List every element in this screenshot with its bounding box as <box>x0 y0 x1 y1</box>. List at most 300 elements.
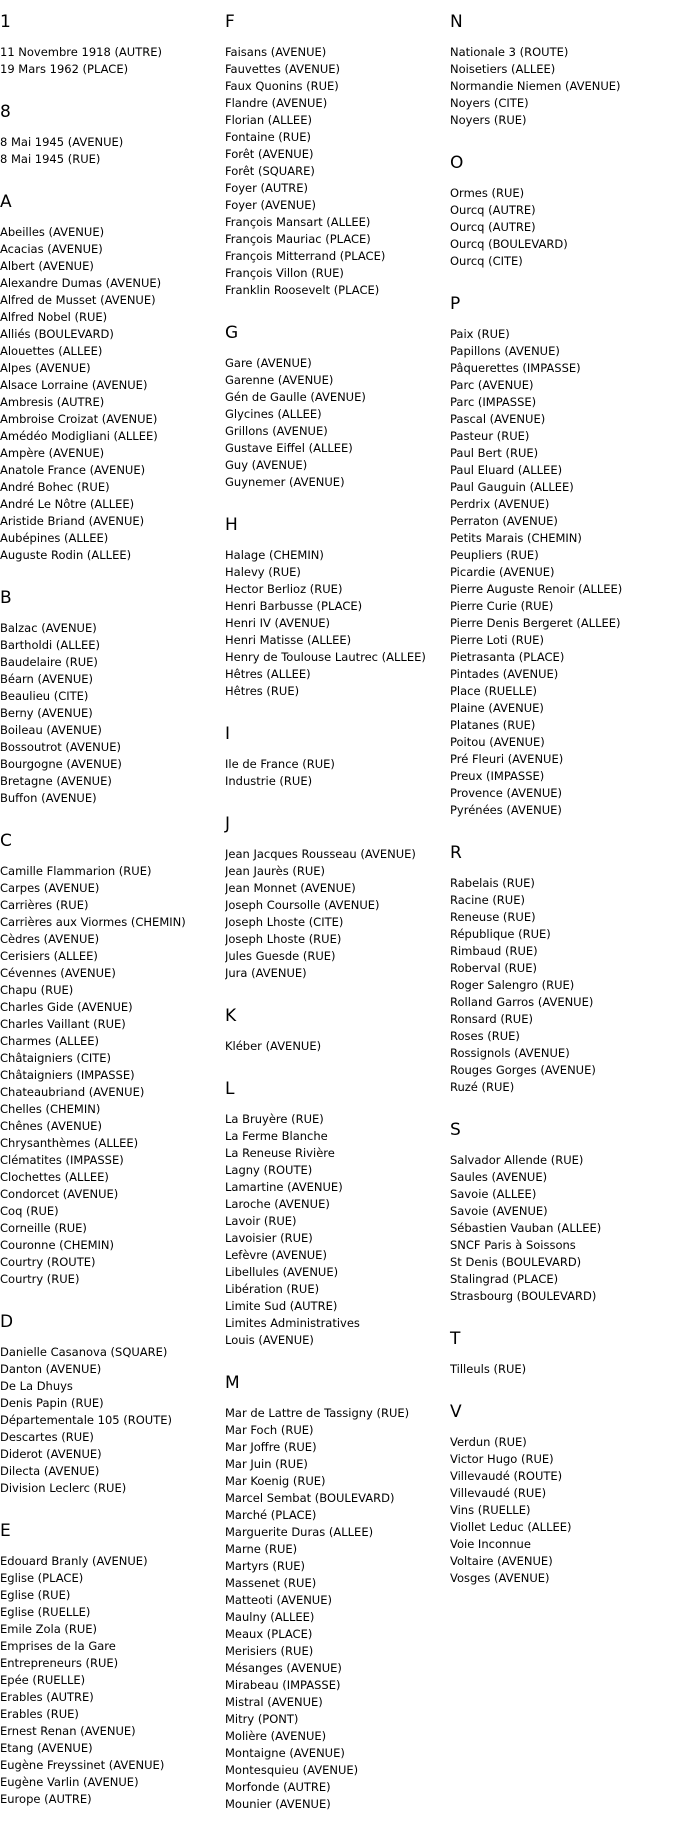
section-spacer <box>450 1587 675 1599</box>
street-list <box>0 1344 225 1497</box>
street-entry: Foyer (AVENUE) <box>225 198 317 212</box>
street-entry: Courtry (RUE) <box>0 1272 80 1286</box>
street-entry: Montesquieu (AVENUE) <box>225 1763 359 1777</box>
street-entry: Merisiers (RUE) <box>225 1644 314 1658</box>
street-entry: Ormes (RUE) <box>450 186 525 200</box>
street-entry: Ambroise Croizat (AVENUE) <box>0 412 158 426</box>
section-letter-heading: O <box>450 153 464 173</box>
street-entry: Ruzé (RUE) <box>450 1080 515 1094</box>
street-entry: François Mansart (ALLEE) <box>225 215 371 229</box>
street-entry: Place (RUELLE) <box>450 684 537 698</box>
section-spacer <box>225 1813 450 1825</box>
letter-section <box>0 192 225 576</box>
street-entry: Eglise (RUELLE) <box>0 1605 91 1619</box>
street-entry: Libellules (AVENUE) <box>225 1265 339 1279</box>
street-entry: Villevaudé (RUE) <box>450 1486 547 1500</box>
letter-section <box>225 12 450 311</box>
street-entry: Pintades (AVENUE) <box>450 667 559 681</box>
section-spacer <box>450 819 675 831</box>
street-list <box>0 134 225 168</box>
street-list <box>225 44 450 299</box>
street-entry: Eugène Varlin (AVENUE) <box>0 1775 139 1789</box>
street-entry: Parc (AVENUE) <box>450 378 534 392</box>
street-entry: Jean Jacques Rousseau (AVENUE) <box>225 847 416 861</box>
street-entry: Marguerite Duras (ALLEE) <box>225 1525 374 1539</box>
street-entry: François Mitterrand (PLACE) <box>225 249 386 263</box>
street-entry: Alsace Lorraine (AVENUE) <box>0 378 148 392</box>
street-entry: Descartes (RUE) <box>0 1430 94 1444</box>
street-entry: Aubépines (ALLEE) <box>0 531 109 545</box>
street-entry: Epée (RUELLE) <box>0 1673 86 1687</box>
street-entry: Marne (RUE) <box>225 1542 298 1556</box>
street-entry: Kléber (AVENUE) <box>225 1039 322 1053</box>
street-entry: Amédéo Modigliani (ALLEE) <box>0 429 158 443</box>
section-letter-heading: S <box>450 1120 461 1140</box>
street-entry: Albert (AVENUE) <box>0 259 94 273</box>
letter-section <box>0 102 225 180</box>
street-entry: Martyrs (RUE) <box>225 1559 306 1573</box>
street-entry: Clématites (IMPASSE) <box>0 1153 124 1167</box>
street-entry: Victor Hugo (RUE) <box>450 1452 554 1466</box>
street-entry: Henri IV (AVENUE) <box>225 616 331 630</box>
street-entry: Dilecta (AVENUE) <box>0 1464 100 1478</box>
street-entry: Salvador Allende (RUE) <box>450 1153 584 1167</box>
street-entry: Chateaubriand (AVENUE) <box>0 1085 145 1099</box>
street-entry: Industrie (RUE) <box>225 774 313 788</box>
street-entry: Edouard Branly (AVENUE) <box>0 1554 148 1568</box>
street-entry: Rolland Garros (AVENUE) <box>450 995 594 1009</box>
street-entry: Noyers (CITE) <box>450 96 529 110</box>
street-entry: St Denis (BOULEVARD) <box>450 1255 582 1269</box>
street-entry: Voie Inconnue <box>450 1537 531 1551</box>
street-list <box>225 547 450 700</box>
street-entry: De La Dhuys <box>0 1379 73 1393</box>
letter-section <box>0 1312 225 1509</box>
street-entry: Charles Gide (AVENUE) <box>0 1000 133 1014</box>
street-entry: Ambresis (AUTRE) <box>0 395 105 409</box>
street-entry: Savoie (ALLEE) <box>450 1187 537 1201</box>
letter-section <box>0 1521 225 1820</box>
street-entry: Aristide Briand (AVENUE) <box>0 514 145 528</box>
street-entry: Rossignols (AVENUE) <box>450 1046 570 1060</box>
section-letter-heading: 8 <box>0 102 11 122</box>
street-entry: Noyers (RUE) <box>450 113 527 127</box>
letter-section <box>450 153 675 282</box>
street-entry: Départementale 105 (ROUTE) <box>0 1413 172 1427</box>
letter-section <box>450 12 675 141</box>
street-entry: Henri Matisse (ALLEE) <box>225 633 352 647</box>
section-spacer <box>0 1808 225 1820</box>
street-list <box>0 863 225 1288</box>
street-entry: Pierre Auguste Renoir (ALLEE) <box>450 582 623 596</box>
street-entry: Lamartine (AVENUE) <box>225 1180 343 1194</box>
street-entry: La Reneuse Rivière <box>225 1146 335 1160</box>
street-entry: Joseph Lhoste (RUE) <box>225 932 342 946</box>
section-spacer <box>0 807 225 819</box>
section-letter-heading: K <box>225 1006 237 1026</box>
street-entry: Alliés (BOULEVARD) <box>0 327 114 341</box>
street-entry: Eugène Freyssinet (AVENUE) <box>0 1758 165 1772</box>
section-letter-heading: T <box>450 1329 461 1349</box>
street-entry: Ile de France (RUE) <box>225 757 335 771</box>
street-entry: Peupliers (RUE) <box>450 548 539 562</box>
section-spacer <box>225 491 450 503</box>
street-entry: Bretagne (AVENUE) <box>0 774 112 788</box>
street-entry: Jean Monnet (AVENUE) <box>225 881 356 895</box>
street-entry: Eglise (RUE) <box>0 1588 71 1602</box>
street-entry: Marcel Sembat (BOULEVARD) <box>225 1491 395 1505</box>
street-entry: Cèdres (AVENUE) <box>0 932 100 946</box>
letter-section <box>225 814 450 994</box>
street-entry: Pierre Curie (RUE) <box>450 599 554 613</box>
section-spacer <box>225 700 450 712</box>
street-entry: Foyer (AUTRE) <box>225 181 309 195</box>
street-entry: Pascal (AVENUE) <box>450 412 546 426</box>
street-entry: Sébastien Vauban (ALLEE) <box>450 1221 602 1235</box>
letter-section <box>225 515 450 712</box>
street-entry: Mar de Lattre de Tassigny (RUE) <box>225 1406 410 1420</box>
street-entry: Jean Jaurès (RUE) <box>225 864 326 878</box>
street-entry: Mitry (PONT) <box>225 1712 299 1726</box>
street-entry: Faux Quonins (RUE) <box>225 79 339 93</box>
street-list <box>450 875 675 1096</box>
section-spacer <box>225 790 450 802</box>
street-entry: Paul Eluard (ALLEE) <box>450 463 563 477</box>
street-entry: 19 Mars 1962 (PLACE) <box>0 62 129 76</box>
street-entry: La Bruyère (RUE) <box>225 1112 324 1126</box>
street-list <box>450 185 675 270</box>
street-entry: Meaux (PLACE) <box>225 1627 313 1641</box>
section-letter-heading: M <box>225 1373 240 1393</box>
street-entry: Fauvettes (AVENUE) <box>225 62 341 76</box>
street-entry: Joseph Lhoste (CITE) <box>225 915 344 929</box>
street-list <box>450 1361 675 1378</box>
street-entry: Couronne (CHEMIN) <box>0 1238 115 1252</box>
street-entry: Papillons (AVENUE) <box>450 344 560 358</box>
street-list <box>450 44 675 129</box>
street-entry: Erables (RUE) <box>0 1707 79 1721</box>
street-entry: Alfred de Musset (AVENUE) <box>0 293 156 307</box>
street-entry: Baudelaire (RUE) <box>0 655 98 669</box>
street-entry: Viollet Leduc (ALLEE) <box>450 1520 572 1534</box>
street-entry: Auguste Rodin (ALLEE) <box>0 548 132 562</box>
street-entry: Paul Gauguin (ALLEE) <box>450 480 574 494</box>
street-entry: Marché (PLACE) <box>225 1508 317 1522</box>
street-entry: Guy (AVENUE) <box>225 458 308 472</box>
street-entry: Mar Koenig (RUE) <box>225 1474 326 1488</box>
section-spacer <box>225 1349 450 1361</box>
street-entry: Chênes (AVENUE) <box>0 1119 102 1133</box>
street-entry: Roger Salengro (RUE) <box>450 978 575 992</box>
street-entry: Flandre (AVENUE) <box>225 96 328 110</box>
street-entry: Béarn (AVENUE) <box>0 672 94 686</box>
street-entry: Garenne (AVENUE) <box>225 373 334 387</box>
street-entry: Platanes (RUE) <box>450 718 536 732</box>
section-letter-heading: E <box>0 1521 11 1541</box>
street-entry: Courtry (ROUTE) <box>0 1255 96 1269</box>
letter-section <box>450 1329 675 1390</box>
street-list <box>450 1152 675 1305</box>
section-letter-heading: F <box>225 12 235 32</box>
street-entry: Ourcq (AUTRE) <box>450 220 536 234</box>
street-entry: Savoie (AVENUE) <box>450 1204 548 1218</box>
street-entry: Châtaigniers (CITE) <box>0 1051 112 1065</box>
street-entry: 8 Mai 1945 (AVENUE) <box>0 135 124 149</box>
street-entry: Cévennes (AVENUE) <box>0 966 116 980</box>
section-letter-heading: J <box>225 814 231 834</box>
street-entry: Anatole France (AVENUE) <box>0 463 146 477</box>
street-entry: Stalingrad (PLACE) <box>450 1272 559 1286</box>
letter-section <box>225 1373 450 1825</box>
street-entry: Limites Administratives <box>225 1316 360 1330</box>
street-entry: Ourcq (CITE) <box>450 254 523 268</box>
street-entry: Massenet (RUE) <box>225 1576 317 1590</box>
street-entry: Racine (RUE) <box>450 893 525 907</box>
street-entry: Berny (AVENUE) <box>0 706 93 720</box>
index-column-1 <box>0 0 225 1820</box>
street-entry: Laroche (AVENUE) <box>225 1197 330 1211</box>
street-entry: Rouges Gorges (AVENUE) <box>450 1063 596 1077</box>
street-entry: Morfonde (AUTRE) <box>225 1780 331 1794</box>
street-entry: Lefèvre (AVENUE) <box>225 1248 327 1262</box>
section-letter-heading: I <box>225 724 231 744</box>
letter-section <box>225 1006 450 1067</box>
street-entry: Paix (RUE) <box>450 327 510 341</box>
street-entry: Forêt (AVENUE) <box>225 147 314 161</box>
street-list <box>225 756 450 790</box>
street-entry: Glycines (ALLEE) <box>225 407 322 421</box>
street-entry: Louis (AVENUE) <box>225 1333 314 1347</box>
section-letter-heading: A <box>0 192 12 212</box>
street-entry: Henry de Toulouse Lautrec (ALLEE) <box>225 650 426 664</box>
section-letter-heading: N <box>450 12 463 32</box>
street-entry: Grillons (AVENUE) <box>225 424 328 438</box>
street-entry: Hêtres (ALLEE) <box>225 667 311 681</box>
street-entry: Entrepreneurs (RUE) <box>0 1656 119 1670</box>
street-entry: Eglise (PLACE) <box>0 1571 84 1585</box>
street-entry: Mar Juin (RUE) <box>225 1457 308 1471</box>
street-entry: Acacias (AVENUE) <box>0 242 103 256</box>
street-entry: Danielle Casanova (SQUARE) <box>0 1345 168 1359</box>
street-entry: Alpes (AVENUE) <box>0 361 91 375</box>
street-entry: Rabelais (RUE) <box>450 876 535 890</box>
section-spacer <box>0 1497 225 1509</box>
street-entry: Strasbourg (BOULEVARD) <box>450 1289 597 1303</box>
street-entry: Erables (AUTRE) <box>0 1690 94 1704</box>
street-entry: Bourgogne (AVENUE) <box>0 757 122 771</box>
street-list <box>0 44 225 78</box>
street-entry: Buffon (AVENUE) <box>0 791 97 805</box>
street-list <box>225 355 450 491</box>
street-entry: Alexandre Dumas (AVENUE) <box>0 276 162 290</box>
street-entry: Pietrasanta (PLACE) <box>450 650 565 664</box>
street-entry: Molière (AVENUE) <box>225 1729 327 1743</box>
letter-section <box>225 724 450 802</box>
section-spacer <box>450 1378 675 1390</box>
street-list <box>0 1553 225 1808</box>
section-spacer <box>0 564 225 576</box>
street-entry: André Bohec (RUE) <box>0 480 110 494</box>
street-entry: Florian (ALLEE) <box>225 113 312 127</box>
street-list <box>225 846 450 982</box>
street-entry: Emile Zola (RUE) <box>0 1622 98 1636</box>
street-entry: Ronsard (RUE) <box>450 1012 533 1026</box>
street-entry: Petits Marais (CHEMIN) <box>450 531 582 545</box>
street-entry: François Villon (RUE) <box>225 266 344 280</box>
street-entry: Verdun (RUE) <box>450 1435 527 1449</box>
street-entry: Pré Fleuri (AVENUE) <box>450 752 564 766</box>
street-entry: Hêtres (RUE) <box>225 684 300 698</box>
street-entry: Cerisiers (ALLEE) <box>0 949 98 963</box>
letter-section <box>450 843 675 1108</box>
letter-section <box>225 323 450 503</box>
street-entry: Poitou (AVENUE) <box>450 735 545 749</box>
street-entry: Condorcet (AVENUE) <box>0 1187 119 1201</box>
street-entry: Lagny (ROUTE) <box>225 1163 313 1177</box>
street-entry: Mar Foch (RUE) <box>225 1423 314 1437</box>
street-list <box>225 1038 450 1055</box>
street-entry: Gén de Gaulle (AVENUE) <box>225 390 366 404</box>
street-entry: Boileau (AVENUE) <box>0 723 102 737</box>
street-entry: Chelles (CHEMIN) <box>0 1102 101 1116</box>
street-entry: Diderot (AVENUE) <box>0 1447 102 1461</box>
street-list <box>450 1434 675 1587</box>
street-entry: Beaulieu (CITE) <box>0 689 89 703</box>
street-entry: André Le Nôtre (ALLEE) <box>0 497 135 511</box>
street-entry: Pyrénées (AVENUE) <box>450 803 562 817</box>
letter-section <box>225 1079 450 1361</box>
street-entry: Noisetiers (ALLEE) <box>450 62 556 76</box>
street-entry: Paul Bert (RUE) <box>450 446 539 460</box>
street-entry: La Ferme Blanche <box>225 1129 328 1143</box>
street-entry: Pasteur (RUE) <box>450 429 530 443</box>
letter-section <box>0 831 225 1300</box>
street-entry: Preux (IMPASSE) <box>450 769 545 783</box>
street-entry: 8 Mai 1945 (RUE) <box>0 152 101 166</box>
street-entry: Balzac (AVENUE) <box>0 621 97 635</box>
section-spacer <box>450 270 675 282</box>
street-entry: Pierre Loti (RUE) <box>450 633 544 647</box>
street-entry: Vins (RUELLE) <box>450 1503 531 1517</box>
street-entry: Libération (RUE) <box>225 1282 320 1296</box>
street-entry: Bossoutrot (AVENUE) <box>0 740 121 754</box>
street-entry: Denis Papin (RUE) <box>0 1396 104 1410</box>
section-letter-heading: C <box>0 831 12 851</box>
street-entry: Clochettes (ALLEE) <box>0 1170 109 1184</box>
street-list <box>225 1111 450 1349</box>
street-entry: Pâquerettes (IMPASSE) <box>450 361 581 375</box>
street-entry: Lavoir (RUE) <box>225 1214 297 1228</box>
section-spacer <box>450 1096 675 1108</box>
street-entry: Montaigne (AVENUE) <box>225 1746 345 1760</box>
street-entry: Gustave Eiffel (ALLEE) <box>225 441 353 455</box>
street-entry: Reneuse (RUE) <box>450 910 536 924</box>
street-entry: Bartholdi (ALLEE) <box>0 638 101 652</box>
street-entry: Mésanges (AVENUE) <box>225 1661 342 1675</box>
street-entry: Villevaudé (ROUTE) <box>450 1469 563 1483</box>
street-entry: Pierre Denis Bergeret (ALLEE) <box>450 616 621 630</box>
street-entry: Hector Berlioz (RUE) <box>225 582 343 596</box>
section-spacer <box>450 129 675 141</box>
street-entry: Mounier (AVENUE) <box>225 1797 331 1811</box>
street-entry: Europe (AUTRE) <box>0 1792 92 1806</box>
street-entry: Henri Barbusse (PLACE) <box>225 599 363 613</box>
street-entry: Coq (RUE) <box>0 1204 59 1218</box>
street-entry: Charles Vaillant (RUE) <box>0 1017 126 1031</box>
street-entry: Plaine (AVENUE) <box>450 701 544 715</box>
letter-section <box>0 12 225 90</box>
street-entry: Joseph Coursolle (AVENUE) <box>225 898 380 912</box>
street-entry: Carpes (AVENUE) <box>0 881 100 895</box>
street-entry: Halevy (RUE) <box>225 565 301 579</box>
street-entry: Picardie (AVENUE) <box>450 565 555 579</box>
section-spacer <box>450 1305 675 1317</box>
street-entry: Guynemer (AVENUE) <box>225 475 345 489</box>
street-entry: Limite Sud (AUTRE) <box>225 1299 338 1313</box>
street-entry: Franklin Roosevelt (PLACE) <box>225 283 380 297</box>
section-letter-heading: G <box>225 323 239 343</box>
street-entry: Chrysanthèmes (ALLEE) <box>0 1136 139 1150</box>
letter-section <box>450 1402 675 1599</box>
street-entry: Normandie Niemen (AVENUE) <box>450 79 621 93</box>
street-entry: Faisans (AVENUE) <box>225 45 327 59</box>
street-entry: Charmes (ALLEE) <box>0 1034 100 1048</box>
street-entry: Division Leclerc (RUE) <box>0 1481 127 1495</box>
street-entry: Matteoti (AVENUE) <box>225 1593 332 1607</box>
street-entry: François Mauriac (PLACE) <box>225 232 371 246</box>
section-letter-heading: B <box>0 588 12 608</box>
street-entry: Rimbaud (RUE) <box>450 944 538 958</box>
street-entry: Etang (AVENUE) <box>0 1741 93 1755</box>
street-entry: Jules Guesde (RUE) <box>225 949 336 963</box>
section-letter-heading: P <box>450 294 461 314</box>
street-list <box>450 326 675 819</box>
section-letter-heading: R <box>450 843 462 863</box>
street-entry: Perdrix (AVENUE) <box>450 497 550 511</box>
street-entry: Jura (AVENUE) <box>225 966 307 980</box>
section-spacer <box>0 78 225 90</box>
section-spacer <box>225 299 450 311</box>
street-entry: Ourcq (BOULEVARD) <box>450 237 568 251</box>
section-spacer <box>225 982 450 994</box>
street-entry: Abeilles (AVENUE) <box>0 225 105 239</box>
street-list <box>0 620 225 807</box>
index-column-3 <box>450 0 675 1599</box>
street-entry: Ampère (AVENUE) <box>0 446 105 460</box>
letter-section <box>450 294 675 831</box>
street-entry: Roberval (RUE) <box>450 961 537 975</box>
street-entry: Roses (RUE) <box>450 1029 520 1043</box>
street-entry: Halage (CHEMIN) <box>225 548 324 562</box>
street-entry: Ernest Renan (AVENUE) <box>0 1724 136 1738</box>
street-entry: Emprises de la Gare <box>0 1639 116 1653</box>
street-list <box>225 1405 450 1813</box>
section-spacer <box>0 1288 225 1300</box>
street-entry: SNCF Paris à Soissons <box>450 1238 576 1252</box>
street-entry: Parc (IMPASSE) <box>450 395 537 409</box>
section-letter-heading: 1 <box>0 12 11 32</box>
street-entry: Châtaigniers (IMPASSE) <box>0 1068 135 1082</box>
section-letter-heading: H <box>225 515 238 535</box>
street-entry: Voltaire (AVENUE) <box>450 1554 553 1568</box>
section-letter-heading: L <box>225 1079 235 1099</box>
street-entry: Forêt (SQUARE) <box>225 164 315 178</box>
street-entry: Alfred Nobel (RUE) <box>0 310 108 324</box>
street-entry: Corneille (RUE) <box>0 1221 87 1235</box>
index-column-2 <box>225 0 450 1825</box>
section-letter-heading: D <box>0 1312 14 1332</box>
street-entry: Nationale 3 (ROUTE) <box>450 45 569 59</box>
